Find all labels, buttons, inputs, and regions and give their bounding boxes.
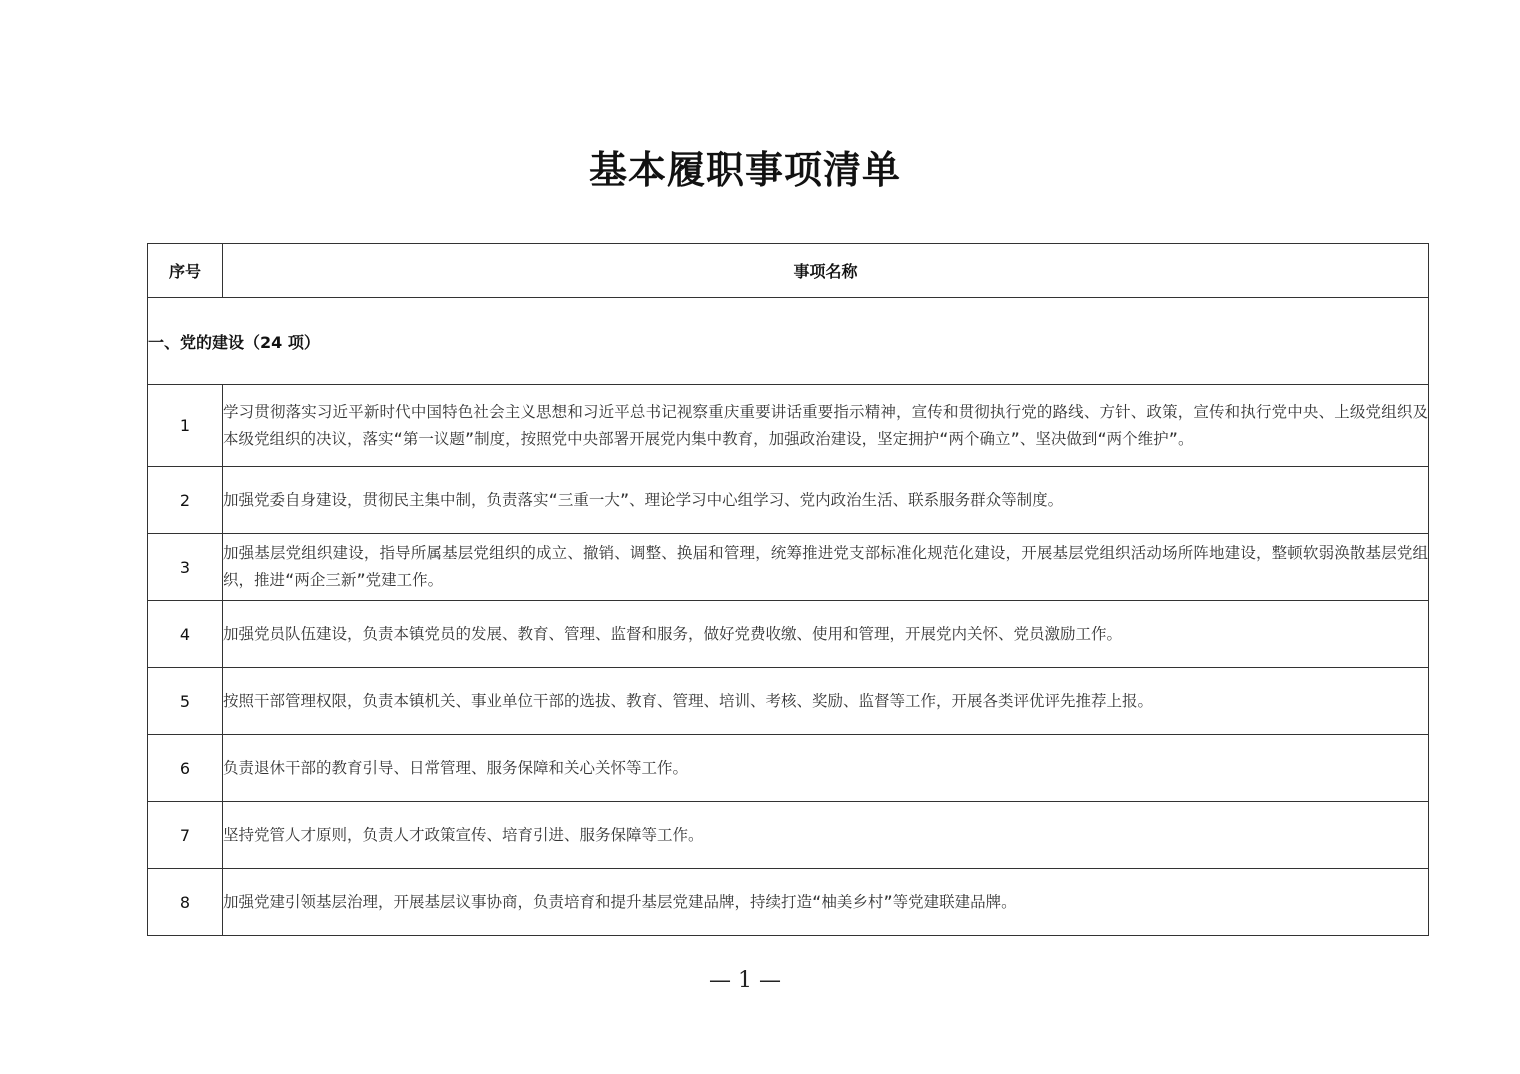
section-row <box>148 298 1429 385</box>
row-item-text: 学习贯彻落实习近平新时代中国特色社会主义思想和习近平总书记视察重庆重要讲话重要指示精神，宣传和贯彻执行党的路线、方针、政策，宣传和执行党中央、上级党组织及本级党组织的决议，落实“第一议题”制度，按照党中央部署开展党内集中教育，加强政治建设，坚定拥护“两个确立”、坚决做到“两个维护”。 <box>223 385 1429 467</box>
row-number: 1 <box>148 385 223 467</box>
row-number: 7 <box>148 802 223 869</box>
row-item-text: 加强党员队伍建设，负责本镇党员的发展、教育、管理、监督和服务，做好党费收缴、使用和管理，开展党内关怀、党员激励工作。 <box>223 601 1429 668</box>
row-item-text: 坚持党管人才原则，负责人才政策宣传、培育引进、服务保障等工作。 <box>223 802 1429 869</box>
row-number: 8 <box>148 869 223 936</box>
row-item-text: 按照干部管理权限，负责本镇机关、事业单位干部的选拔、教育、管理、培训、考核、奖励、监督等工作，开展各类评优评先推荐上报。 <box>223 668 1429 735</box>
header-serial-number: 序号 <box>148 244 223 298</box>
table-row <box>148 601 1429 668</box>
section-title: 一、党的建设（24 项） <box>148 298 1429 385</box>
table-row <box>148 385 1429 467</box>
table-header-row <box>148 244 1429 298</box>
row-number: 6 <box>148 735 223 802</box>
row-item-text: 负责退休干部的教育引导、日常管理、服务保障和关心关怀等工作。 <box>223 735 1429 802</box>
header-item-name: 事项名称 <box>223 244 1429 298</box>
row-number: 2 <box>148 467 223 534</box>
table-row <box>148 802 1429 869</box>
table-row <box>148 735 1429 802</box>
table-row <box>148 467 1429 534</box>
row-item-text: 加强党委自身建设，贯彻民主集中制，负责落实“三重一大”、理论学习中心组学习、党内政治生活、联系服务群众等制度。 <box>223 467 1429 534</box>
document-title: 基本履职事项清单 <box>588 147 901 192</box>
row-number: 4 <box>148 601 223 668</box>
row-number: 3 <box>148 534 223 601</box>
table-row <box>148 534 1429 601</box>
row-item-text: 加强党建引领基层治理，开展基层议事协商，负责培育和提升基层党建品牌，持续打造“柚美乡村”等党建联建品牌。 <box>223 869 1429 936</box>
duty-items-table <box>147 243 1429 936</box>
row-number: 5 <box>148 668 223 735</box>
table-row <box>148 668 1429 735</box>
page-number: — 1 — <box>709 968 781 993</box>
table-row <box>148 869 1429 936</box>
row-item-text: 加强基层党组织建设，指导所属基层党组织的成立、撤销、调整、换届和管理，统筹推进党支部标准化规范化建设，开展基层党组织活动场所阵地建设，整顿软弱涣散基层党组织，推进“两企三新”党建工作。 <box>223 534 1429 601</box>
